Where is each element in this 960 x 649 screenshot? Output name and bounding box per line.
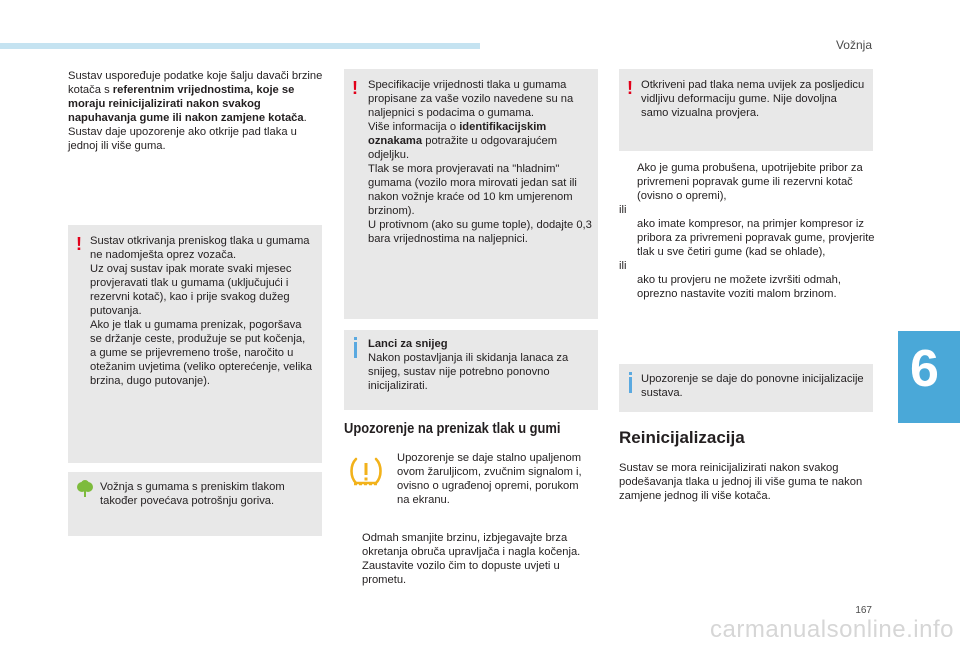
heading-low-pressure: Upozorenje na prenizak tlak u gumi: [344, 420, 561, 437]
reinit-text: Sustav se mora reinicijalizirati nakon svakog podešavanja tlaka u jednoj ili više guma te nakon zamjene jednog ili više kotača.: [619, 462, 863, 502]
lamp-description: Upozorenje se daje stalno upaljenom ovom žaruljicom, zvučnim signalom i, ovisno o ugrađenoj opremi, porukom na ekranu.: [397, 452, 582, 506]
warning-exclamation-icon: !: [76, 234, 82, 254]
intro-part-c: .: [303, 112, 307, 124]
list-item: [344, 531, 604, 559]
or-separator: ili: [619, 260, 627, 272]
top-accent-bar: [0, 43, 480, 49]
text-part: potražite u odgovarajućem odjeljku.: [368, 135, 558, 161]
intro-bold: referentnim vrijednostima, koje se moraju reinicijalizirati nakon svakog napuhavanja gume ili nakon zamjene kotača: [68, 84, 304, 124]
eco-leaf-icon: [76, 480, 94, 498]
warning-paragraph: Ako je tlak u gumama prenizak, pogoršava se držanje ceste, produžuje se put kočenja, a gume se prijevremeno troše, naročito u otežanim uvjetima (veliko opterećenje, velika brzina, dugo putovanje).: [90, 319, 312, 387]
intro-text: [68, 69, 326, 153]
info-box-reinit: [619, 364, 873, 412]
list-item-text: Ako je guma probušena, upotrijebite pribor za privremeni popravak gume ili rezervni kotač (ovisno o opremi),: [637, 162, 863, 202]
warning-box-specs: [344, 69, 598, 319]
info-icon: [629, 377, 632, 393]
list-item-text: Zaustavite vozilo čim to dopuste uvjeti u prometu.: [362, 560, 560, 586]
list-item-text: Odmah smanjite brzinu, izbjegavajte brza okretanja obruča upravljača i nagla kočenja.: [362, 532, 581, 558]
warning-box-visual-check: [619, 69, 873, 151]
warning-paragraph: Tlak se mora provjeravati na "hladnim" gumama (vozilo mora mirovati jedan sat ili nakon vožnje kraće od 10 km umjerenom brzinom).: [368, 163, 577, 217]
warning-paragraph: [368, 120, 592, 162]
list-item-text: ako tu provjeru ne možete izvršiti odmah, oprezno nastavite voziti malom brzinom.: [637, 274, 841, 300]
info-icon: [354, 342, 357, 358]
text-part: Više informacija o: [368, 121, 460, 133]
eco-text: Vožnja s gumama s preniskim tlakom također povećava potrošnju goriva.: [100, 481, 285, 507]
chapter-number: 6: [910, 340, 939, 398]
warning-paragraph: Uz ovaj sustav ipak morate svaki mjesec provjeravati tlak u gumama (uključujući i rezervni kotač), kao i prije svakog dužeg putovanja.: [90, 263, 292, 317]
list-item: [344, 559, 604, 587]
text-bold: identifikacijskim oznakama: [368, 121, 547, 147]
list-item: [619, 273, 875, 301]
intro-part-a: Sustav uspoređuje podatke koje šalju davači brzine kotača s: [68, 70, 323, 96]
warning-paragraph: Sustav otkrivanja preniskog tlaka u gumama ne nadomješta oprez vozača.: [90, 235, 310, 261]
puncture-actions: [619, 161, 875, 301]
info-box-snow-chains: [344, 330, 598, 410]
warning-paragraph: Specifikacije vrijednosti tlaka u gumama propisane za vaše vozilo navedene su na naljepnici s podacima o gumama.: [368, 79, 574, 119]
or-separator: ili: [619, 204, 627, 216]
warning-text: Otkriveni pad tlaka nema uvijek za posljedicu vidljivu deformaciju gume. Nije dovoljna samo vizualna provjera.: [641, 79, 865, 119]
warning-exclamation-icon: !: [352, 78, 358, 98]
tyre-pressure-warning-lamp-icon: [348, 453, 384, 489]
warning-exclamation-icon: !: [627, 78, 633, 98]
chapter-tab: [898, 331, 960, 423]
info-title: Lanci za snijeg: [368, 338, 448, 350]
info-text: Upozorenje se daje do ponovne inicijalizacije sustava.: [641, 373, 864, 399]
heading-reinitialization: Reinicijalizacija: [619, 428, 745, 447]
list-item: [619, 161, 875, 203]
watermark-text: carmanualsonline.info: [710, 616, 954, 643]
warning-box-monitoring: [68, 225, 322, 463]
eco-box: [68, 472, 322, 536]
intro-part-d: Sustav daje upozorenje ako otkrije pad tlaka u jednoj ili više guma.: [68, 126, 297, 152]
warning-paragraph: U protivnom (ako su gume tople), dodajte 0,3 bara vrijednostima na naljepnici.: [368, 219, 592, 245]
info-text: Nakon postavljanja ili skidanja lanaca za snijeg, sustav nije potrebno ponovno inicijalizirati.: [368, 352, 569, 392]
list-item: [619, 217, 875, 259]
section-title: Vožnja: [835, 38, 872, 52]
low-pressure-actions: [344, 531, 604, 587]
list-item-text: ako imate kompresor, na primjer kompresor iz pribora za privremeni popravak gume, provjerite tlak u sve četiri gume (kad se ohlade),: [637, 218, 875, 258]
page-number: 167: [855, 605, 872, 616]
